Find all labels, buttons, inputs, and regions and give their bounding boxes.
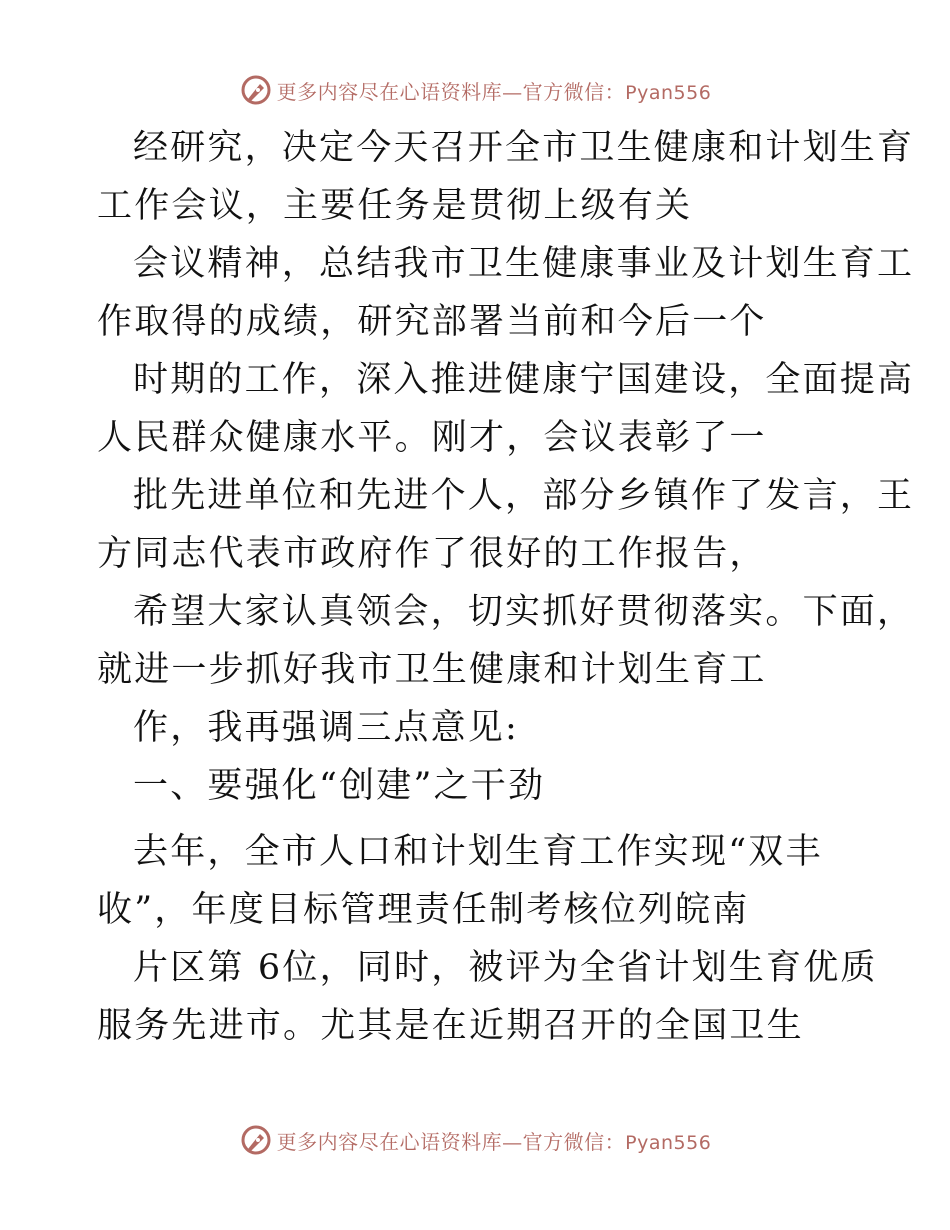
paragraph-line: 工作会议，主要任务是贯彻上级有关 (97, 186, 693, 226)
paragraph-line: 方同志代表市政府作了很好的工作报告， (97, 534, 767, 574)
paragraph-line: 人民群众健康水平。刚才，会议表彰了一 (97, 418, 767, 458)
paragraph-line: 服务先进市。尤其是在近期召开的全国卫生 (97, 1006, 804, 1046)
paragraph-line: 希望大家认真领会，切实抓好贯彻落实。下面， (133, 592, 915, 632)
paragraph-line: 就进一步抓好我市卫生健康和计划生育工 (97, 650, 767, 690)
pen-nib-circle-icon (239, 73, 273, 107)
paragraph-line: 作取得的成绩，研究部署当前和今后一个 (97, 302, 767, 342)
footer-watermark (0, 1120, 950, 1160)
paragraph-line: 收”，年度目标管理责任制考核位列皖南 (97, 890, 750, 930)
watermark-text: 更多内容尽在心语资料库—官方微信：Pyan556 (276, 79, 712, 104)
header-watermark (0, 70, 950, 110)
paragraph-line: 会议精神，总结我市卫生健康事业及计划生育工 (133, 244, 915, 284)
pen-nib-circle-icon (239, 1123, 273, 1157)
section-heading: 一、要强化“创建”之干劲 (133, 766, 546, 806)
watermark-text: 更多内容尽在心语资料库—官方微信：Pyan556 (276, 1129, 712, 1154)
paragraph-line: 片区第 6位，同时，被评为全省计划生育优质 (133, 948, 878, 988)
paragraph-line: 经研究，决定今天召开全市卫生健康和计划生育 (133, 128, 915, 168)
paragraph-line: 去年，全市人口和计划生育工作实现“双丰 (133, 832, 823, 872)
paragraph-line: 作，我再强调三点意见: (133, 708, 519, 748)
paragraph-line: 时期的工作，深入推进健康宁国建设，全面提高 (133, 360, 915, 400)
paragraph-line: 批先进单位和先进个人，部分乡镇作了发言，王 (133, 476, 915, 516)
